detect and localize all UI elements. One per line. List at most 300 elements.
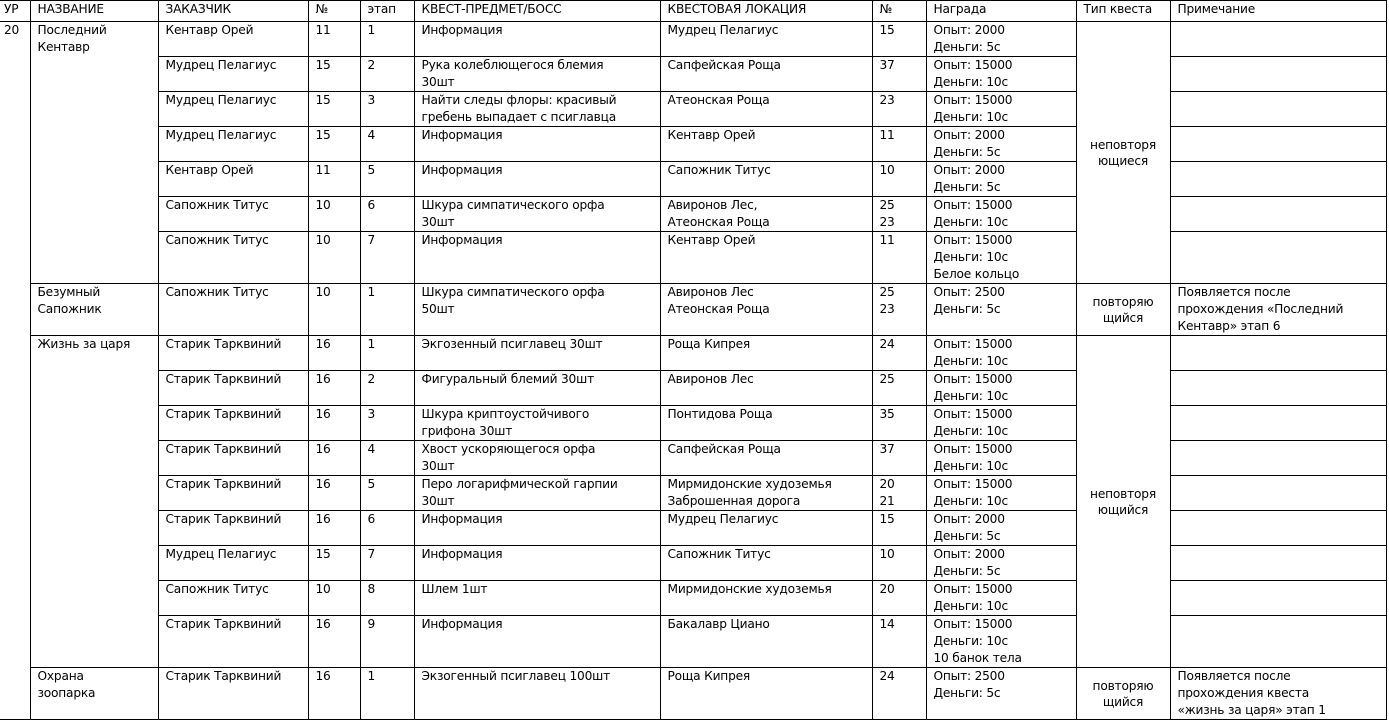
location-no-cell-line: 25 (879, 285, 895, 299)
reward-cell-line: Опыт: 15000 (933, 93, 1013, 107)
location-cell-line: Атеонская Роща (667, 93, 770, 107)
item-cell-line: Информация (421, 128, 503, 142)
item-cell-line: Информация (421, 547, 503, 561)
location-no-cell (872, 441, 926, 476)
reward-cell-line: Опыт: 15000 (933, 58, 1013, 72)
item-cell (414, 406, 660, 441)
note-cell (1170, 336, 1386, 371)
table-row (0, 476, 1386, 511)
location-no-cell-line: 24 (879, 669, 895, 683)
location-cell (660, 371, 872, 406)
location-no-cell (872, 197, 926, 232)
giver-cell: Старик Тарквиний (158, 336, 308, 371)
reward-cell-line: Деньги: 10с (933, 494, 1008, 508)
giver-cell: Сапожник Титус (158, 197, 308, 232)
item-cell-line: Шкура симпатического орфа (421, 198, 605, 212)
location-cell-line: Кентавр Орей (667, 233, 756, 247)
item-cell (414, 162, 660, 197)
quest-type-line: повторяю (1092, 678, 1154, 693)
reward-cell-line: Опыт: 2000 (933, 512, 1005, 526)
quest-type (1076, 284, 1170, 336)
giver-cell: Кентавр Орей (158, 22, 308, 57)
note-cell (1170, 511, 1386, 546)
note-cell (1170, 92, 1386, 127)
header-reward: Награда (926, 1, 1076, 22)
reward-cell-line: Опыт: 15000 (933, 198, 1013, 212)
item-cell-line: 30шт (421, 215, 455, 229)
location-cell-line: Авиронов Лес, (667, 198, 758, 212)
note-cell-line: Появляется после (1177, 669, 1291, 683)
quest-name (30, 668, 158, 720)
stage-cell: 3 (360, 406, 414, 441)
giver-cell: Старик Тарквиний (158, 616, 308, 668)
quest-type (1076, 22, 1170, 284)
note-cell (1170, 127, 1386, 162)
quest-name-line: зоопарка (37, 686, 96, 700)
reward-cell (926, 511, 1076, 546)
reward-cell (926, 284, 1076, 336)
note-cell (1170, 581, 1386, 616)
location-no-cell-line: 14 (879, 617, 895, 631)
item-cell (414, 616, 660, 668)
note-cell (1170, 232, 1386, 284)
quest-type-line: щийся (1102, 310, 1144, 325)
giver-no-cell: 15 (308, 546, 360, 581)
location-cell (660, 162, 872, 197)
item-cell (414, 197, 660, 232)
item-cell-line: Фигуральный блемий 30шт (421, 372, 594, 386)
reward-cell-line: Опыт: 2000 (933, 547, 1005, 561)
reward-cell-line: Деньги: 5с (933, 686, 1001, 700)
item-cell (414, 511, 660, 546)
item-cell-line: Информация (421, 512, 503, 526)
table-row (0, 371, 1386, 406)
location-no-cell-line: 37 (879, 442, 895, 456)
giver-no-cell: 10 (308, 581, 360, 616)
location-no-cell (872, 371, 926, 406)
table-row (0, 511, 1386, 546)
giver-no-cell: 16 (308, 616, 360, 668)
reward-cell (926, 336, 1076, 371)
location-no-cell-line: 11 (879, 128, 895, 142)
location-cell-line: Авиронов Лес (667, 285, 754, 299)
giver-cell: Кентавр Орей (158, 162, 308, 197)
stage-cell: 6 (360, 197, 414, 232)
location-no-cell-line: 15 (879, 512, 895, 526)
giver-no-cell: 16 (308, 668, 360, 720)
reward-cell-line: Опыт: 15000 (933, 442, 1013, 456)
quest-name-line: Жизнь за царя (37, 337, 131, 351)
location-no-cell-line: 25 (879, 372, 895, 386)
giver-cell: Старик Тарквиний (158, 511, 308, 546)
reward-cell-line: Деньги: 10с (933, 599, 1008, 613)
location-no-cell-line: 37 (879, 58, 895, 72)
giver-cell: Старик Тарквиний (158, 668, 308, 720)
item-cell-line: Рука колеблющегося блемия (421, 58, 604, 72)
stage-cell: 7 (360, 232, 414, 284)
location-cell-line: Мудрец Пелагиус (667, 512, 779, 526)
quest-type-line: повторяю (1092, 294, 1154, 309)
location-cell-line: Сапфейская Роща (667, 442, 781, 456)
reward-cell-line: Опыт: 2500 (933, 669, 1005, 683)
quest-type-line: неповторя (1090, 137, 1156, 152)
location-cell (660, 668, 872, 720)
table-row (0, 197, 1386, 232)
reward-cell-line: Деньги: 5с (933, 564, 1001, 578)
item-cell-line: гребень выпадает с псиглавца (421, 110, 616, 124)
location-cell (660, 127, 872, 162)
reward-cell (926, 127, 1076, 162)
reward-cell-line: Опыт: 2000 (933, 128, 1005, 142)
table-row (0, 406, 1386, 441)
note-cell-line: «жизнь за царя» этап 1 (1177, 703, 1326, 717)
reward-cell (926, 406, 1076, 441)
location-cell-line: Роща Кипрея (667, 337, 751, 351)
giver-cell: Старик Тарквиний (158, 476, 308, 511)
giver-no-cell: 11 (308, 162, 360, 197)
item-cell-line: Найти следы флоры: красивый (421, 93, 617, 107)
reward-cell-line: Опыт: 15000 (933, 337, 1013, 351)
stage-cell: 2 (360, 57, 414, 92)
location-no-cell-line: 23 (879, 215, 895, 229)
item-cell (414, 668, 660, 720)
quest-name (30, 336, 158, 668)
location-no-cell (872, 668, 926, 720)
quest-name-line: Кентавр (37, 40, 90, 54)
item-cell (414, 232, 660, 284)
location-cell-line: Сапфейская Роща (667, 58, 781, 72)
giver-cell: Старик Тарквиний (158, 441, 308, 476)
quest-type-line: неповторя (1090, 486, 1156, 501)
reward-cell-line: Деньги: 10с (933, 424, 1008, 438)
note-cell (1170, 616, 1386, 668)
reward-cell-line: Деньги: 5с (933, 145, 1001, 159)
note-cell (1170, 668, 1386, 720)
table-row (0, 581, 1386, 616)
giver-no-cell: 10 (308, 284, 360, 336)
giver-cell: Мудрец Пелагиус (158, 57, 308, 92)
location-no-cell-line: 23 (879, 93, 895, 107)
location-cell-line: Сапожник Титус (667, 163, 771, 177)
location-cell-line: Мирмидонские худоземья (667, 477, 832, 491)
location-no-cell (872, 616, 926, 668)
giver-no-cell: 15 (308, 127, 360, 162)
reward-cell-line: Опыт: 15000 (933, 617, 1013, 631)
giver-cell: Сапожник Титус (158, 232, 308, 284)
header-type: Тип квеста (1076, 1, 1170, 22)
location-cell (660, 616, 872, 668)
location-cell (660, 232, 872, 284)
location-cell (660, 197, 872, 232)
header-location-no: № (872, 1, 926, 22)
reward-cell-line: Опыт: 2000 (933, 163, 1005, 177)
table-row (0, 336, 1386, 371)
reward-cell (926, 92, 1076, 127)
note-cell (1170, 476, 1386, 511)
header-level: УР (0, 1, 30, 22)
stage-cell: 4 (360, 127, 414, 162)
quest-name-line: Охрана (37, 669, 84, 683)
location-no-cell (872, 57, 926, 92)
table-row (0, 441, 1386, 476)
location-no-cell-line: 24 (879, 337, 895, 351)
item-cell-line: грифона 30шт (421, 424, 513, 438)
item-cell (414, 22, 660, 57)
location-no-cell-line: 21 (879, 494, 895, 508)
reward-cell (926, 668, 1076, 720)
location-cell (660, 57, 872, 92)
stage-cell: 6 (360, 511, 414, 546)
location-no-cell-line: 20 (879, 582, 895, 596)
location-no-cell (872, 546, 926, 581)
reward-cell-line: Деньги: 10с (933, 250, 1008, 264)
location-cell (660, 22, 872, 57)
reward-cell (926, 616, 1076, 668)
location-no-cell-line: 35 (879, 407, 895, 421)
header-stage: этап (360, 1, 414, 22)
stage-cell: 7 (360, 546, 414, 581)
table-row (0, 22, 1386, 57)
giver-cell: Старик Тарквиний (158, 406, 308, 441)
giver-no-cell: 16 (308, 441, 360, 476)
item-cell-line: 50шт (421, 302, 455, 316)
item-cell-line: Хвост ускоряющегося орфа (421, 442, 596, 456)
location-no-cell (872, 232, 926, 284)
giver-no-cell: 10 (308, 197, 360, 232)
quest-name-line: Последний (37, 23, 107, 37)
quest-name-line: Безумный (37, 285, 101, 299)
note-cell (1170, 284, 1386, 336)
note-cell (1170, 57, 1386, 92)
giver-no-cell: 15 (308, 57, 360, 92)
giver-cell: Мудрец Пелагиус (158, 546, 308, 581)
giver-cell: Старик Тарквиний (158, 371, 308, 406)
reward-cell-line: Опыт: 15000 (933, 407, 1013, 421)
stage-cell: 5 (360, 476, 414, 511)
header-note: Примечание (1170, 1, 1386, 22)
item-cell-line: 30шт (421, 459, 455, 473)
location-cell (660, 476, 872, 511)
item-cell-line: Информация (421, 23, 503, 37)
reward-cell (926, 22, 1076, 57)
reward-cell-line: Деньги: 10с (933, 75, 1008, 89)
reward-cell (926, 581, 1076, 616)
item-cell-line: Экзогенный псиглавец 100шт (421, 669, 610, 683)
reward-cell (926, 197, 1076, 232)
table-row (0, 668, 1386, 720)
reward-cell (926, 441, 1076, 476)
location-no-cell-line: 10 (879, 547, 895, 561)
location-no-cell-line: 23 (879, 302, 895, 316)
note-cell-line: прохождения квеста (1177, 686, 1310, 700)
location-no-cell (872, 22, 926, 57)
note-cell-line: Кентавр» этап 6 (1177, 319, 1281, 333)
reward-cell-line: Деньги: 10с (933, 354, 1008, 368)
table-row (0, 232, 1386, 284)
location-cell (660, 336, 872, 371)
reward-cell (926, 546, 1076, 581)
item-cell (414, 581, 660, 616)
item-cell-line: 30шт (421, 494, 455, 508)
reward-cell (926, 162, 1076, 197)
quest-type (1076, 336, 1170, 668)
location-cell (660, 284, 872, 336)
location-cell (660, 511, 872, 546)
header-giver: ЗАКАЗЧИК (158, 1, 308, 22)
item-cell-line: Информация (421, 617, 503, 631)
stage-cell: 1 (360, 22, 414, 57)
reward-cell-line: Деньги: 10с (933, 215, 1008, 229)
location-cell-line: Кентавр Орей (667, 128, 756, 142)
note-cell (1170, 406, 1386, 441)
location-no-cell (872, 284, 926, 336)
table-row (0, 127, 1386, 162)
location-no-cell (872, 127, 926, 162)
location-cell-line: Сапожник Титус (667, 547, 771, 561)
location-cell (660, 406, 872, 441)
location-no-cell (872, 336, 926, 371)
quest-type-line: щийся (1102, 694, 1144, 709)
giver-no-cell: 15 (308, 92, 360, 127)
giver-cell: Мудрец Пелагиус (158, 92, 308, 127)
reward-cell (926, 476, 1076, 511)
level-cell: 20 (0, 22, 30, 720)
item-cell-line: Информация (421, 163, 503, 177)
stage-cell: 8 (360, 581, 414, 616)
item-cell (414, 441, 660, 476)
stage-cell: 5 (360, 162, 414, 197)
item-cell-line: 30шт (421, 75, 455, 89)
quest-type-line: ющиеся (1098, 153, 1148, 168)
note-cell (1170, 441, 1386, 476)
reward-cell-line: Деньги: 5с (933, 180, 1001, 194)
quest-name-line: Сапожник (37, 302, 102, 316)
location-cell-line: Бакалавр Циано (667, 617, 770, 631)
location-cell-line: Авиронов Лес (667, 372, 754, 386)
item-cell (414, 546, 660, 581)
reward-cell (926, 232, 1076, 284)
table-row (0, 546, 1386, 581)
location-cell-line: Роща Кипрея (667, 669, 751, 683)
table-row (0, 616, 1386, 668)
note-cell (1170, 371, 1386, 406)
item-cell (414, 336, 660, 371)
location-no-cell (872, 406, 926, 441)
location-cell-line: Мудрец Пелагиус (667, 23, 779, 37)
reward-cell-line: Деньги: 10с (933, 110, 1008, 124)
stage-cell: 1 (360, 668, 414, 720)
reward-cell-line: Деньги: 5с (933, 529, 1001, 543)
reward-cell (926, 371, 1076, 406)
location-no-cell-line: 15 (879, 23, 895, 37)
giver-cell: Мудрец Пелагиус (158, 127, 308, 162)
quest-type (1076, 668, 1170, 720)
location-no-cell (872, 581, 926, 616)
location-cell (660, 441, 872, 476)
location-no-cell (872, 162, 926, 197)
reward-cell-line: Деньги: 5с (933, 302, 1001, 316)
note-cell (1170, 22, 1386, 57)
location-no-cell-line: 10 (879, 163, 895, 177)
location-no-cell (872, 476, 926, 511)
table-row (0, 92, 1386, 127)
item-cell-line: Шкура криптоустойчивого (421, 407, 590, 421)
location-cell (660, 92, 872, 127)
reward-cell-line: Деньги: 5с (933, 40, 1001, 54)
reward-cell-line: Опыт: 15000 (933, 372, 1013, 386)
header-giver-no: № (308, 1, 360, 22)
reward-cell-line: Опыт: 15000 (933, 233, 1013, 247)
note-cell (1170, 197, 1386, 232)
location-cell (660, 581, 872, 616)
item-cell (414, 127, 660, 162)
location-cell-line: Заброшенная дорога (667, 494, 801, 508)
reward-cell-line: 10 банок тела (933, 651, 1022, 665)
note-cell-line: прохождения «Последний (1177, 302, 1344, 316)
location-no-cell-line: 11 (879, 233, 895, 247)
giver-no-cell: 16 (308, 476, 360, 511)
item-cell (414, 57, 660, 92)
giver-cell: Сапожник Титус (158, 581, 308, 616)
giver-no-cell: 16 (308, 336, 360, 371)
item-cell (414, 284, 660, 336)
table-row (0, 162, 1386, 197)
item-cell (414, 371, 660, 406)
stage-cell: 1 (360, 336, 414, 371)
item-cell-line: Шлем 1шт (421, 582, 488, 596)
location-no-cell (872, 92, 926, 127)
giver-no-cell: 16 (308, 371, 360, 406)
note-cell (1170, 162, 1386, 197)
giver-no-cell: 16 (308, 511, 360, 546)
reward-cell-line: Деньги: 10с (933, 634, 1008, 648)
stage-cell: 2 (360, 371, 414, 406)
reward-cell-line: Опыт: 15000 (933, 477, 1013, 491)
reward-cell-line: Деньги: 10с (933, 389, 1008, 403)
item-cell (414, 476, 660, 511)
table-row (0, 284, 1386, 336)
location-cell (660, 546, 872, 581)
note-cell (1170, 546, 1386, 581)
header-name: НАЗВАНИЕ (30, 1, 158, 22)
giver-no-cell: 16 (308, 406, 360, 441)
reward-cell (926, 57, 1076, 92)
header-location: КВЕСТОВАЯ ЛОКАЦИЯ (660, 1, 872, 22)
giver-cell: Сапожник Титус (158, 284, 308, 336)
quest-type-line: ющийся (1097, 502, 1149, 517)
location-cell-line: Понтидова Роща (667, 407, 773, 421)
item-cell-line: Информация (421, 233, 503, 247)
location-no-cell (872, 511, 926, 546)
item-cell-line: Шкура симпатического орфа (421, 285, 605, 299)
stage-cell: 9 (360, 616, 414, 668)
stage-cell: 3 (360, 92, 414, 127)
reward-cell-line: Опыт: 15000 (933, 582, 1013, 596)
reward-cell-line: Белое кольцо (933, 267, 1020, 281)
note-cell-line: Появляется после (1177, 285, 1291, 299)
stage-cell: 4 (360, 441, 414, 476)
item-cell-line: Экгозенный псиглавец 30шт (421, 337, 603, 351)
location-no-cell-line: 20 (879, 477, 895, 491)
quest-name (30, 22, 158, 284)
giver-no-cell: 10 (308, 232, 360, 284)
item-cell (414, 92, 660, 127)
reward-cell-line: Опыт: 2000 (933, 23, 1005, 37)
header-row (0, 1, 1386, 22)
table-row (0, 57, 1386, 92)
giver-no-cell: 11 (308, 22, 360, 57)
header-item: КВЕСТ-ПРЕДМЕТ/БОСС (414, 1, 660, 22)
